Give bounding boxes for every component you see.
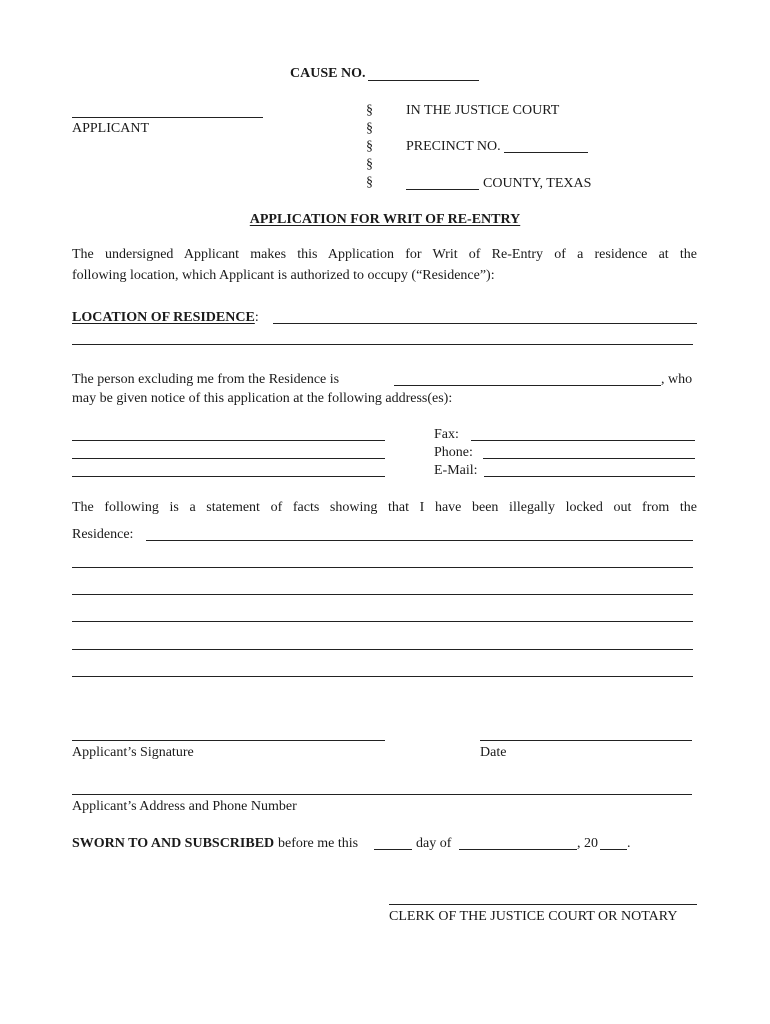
applicant-address-label: Applicant’s Address and Phone Number	[72, 799, 297, 814]
facts-line-field-3[interactable]	[72, 594, 693, 595]
document-title: APPLICATION FOR WRIT OF RE-ENTRY	[249, 212, 521, 227]
excluder-who: , who	[661, 372, 693, 387]
date-label: Date	[480, 745, 507, 760]
excluder-name-field[interactable]	[394, 385, 661, 386]
email-label: E-Mail:	[434, 463, 478, 478]
address-line-1[interactable]	[72, 440, 385, 441]
facts-line-field-4[interactable]	[72, 621, 693, 622]
sworn-month-field[interactable]	[459, 849, 577, 850]
location-field-line-2[interactable]	[72, 344, 693, 345]
email-field[interactable]	[484, 476, 695, 477]
cause-label: CAUSE NO.	[290, 66, 366, 81]
applicant-signature-label: Applicant’s Signature	[72, 745, 194, 760]
court-name: IN THE JUSTICE COURT	[406, 103, 560, 118]
section-mark: §	[366, 157, 373, 172]
applicant-address-field[interactable]	[72, 794, 692, 795]
facts-residence-label: Residence:	[72, 527, 134, 542]
fax-field[interactable]	[471, 440, 695, 441]
applicant-name-field[interactable]	[72, 117, 263, 118]
excluder-text: The person excluding me from the Residence is	[72, 372, 340, 387]
facts-line-1: The following is a statement of facts showing that I have been illegally locked out from the	[72, 500, 697, 515]
sworn-year-field[interactable]	[600, 849, 627, 850]
sworn-day-field[interactable]	[374, 849, 412, 850]
clerk-signature-field[interactable]	[389, 904, 697, 905]
address-line-2[interactable]	[72, 458, 385, 459]
facts-line-field-2[interactable]	[72, 567, 693, 568]
location-label-wrap	[72, 311, 259, 325]
county-label: COUNTY, TEXAS	[483, 176, 592, 191]
section-mark: §	[366, 121, 373, 136]
facts-line-field-6[interactable]	[72, 676, 693, 677]
location-label: LOCATION OF RESIDENCE	[72, 310, 255, 325]
facts-line-field-5[interactable]	[72, 649, 693, 650]
fax-label: Fax:	[434, 427, 459, 442]
sworn-bold: SWORN TO AND SUBSCRIBED	[72, 836, 275, 851]
section-mark: §	[366, 103, 373, 118]
intro-line-2: following location, which Applicant is authorized to occupy (“Residence”):	[72, 268, 495, 283]
cause-number-field[interactable]	[368, 80, 479, 81]
excluder-line-2: may be given notice of this application at the following address(es):	[72, 391, 453, 406]
clerk-label: CLERK OF THE JUSTICE COURT OR NOTARY	[389, 909, 678, 924]
precinct-field[interactable]	[504, 152, 588, 153]
date-field[interactable]	[480, 740, 692, 741]
sworn-period: .	[627, 836, 631, 851]
address-line-3[interactable]	[72, 476, 385, 477]
intro-line-1: The undersigned Applicant makes this Application for Writ of Re-Entry of a residence at the	[72, 247, 697, 262]
facts-line-field-1[interactable]	[146, 540, 693, 541]
applicant-label: APPLICANT	[72, 121, 150, 136]
precinct-label: PRECINCT NO.	[406, 139, 501, 154]
location-colon: :	[254, 310, 259, 325]
location-field[interactable]	[273, 323, 697, 324]
phone-field[interactable]	[483, 458, 695, 459]
applicant-signature-field[interactable]	[72, 740, 385, 741]
phone-label: Phone:	[434, 445, 473, 460]
section-mark: §	[366, 175, 373, 190]
sworn-before: before me this	[278, 836, 359, 851]
sworn-comma-20: , 20	[577, 836, 598, 851]
section-mark: §	[366, 139, 373, 154]
county-field[interactable]	[406, 189, 479, 190]
sworn-day-of: day of	[416, 836, 452, 851]
